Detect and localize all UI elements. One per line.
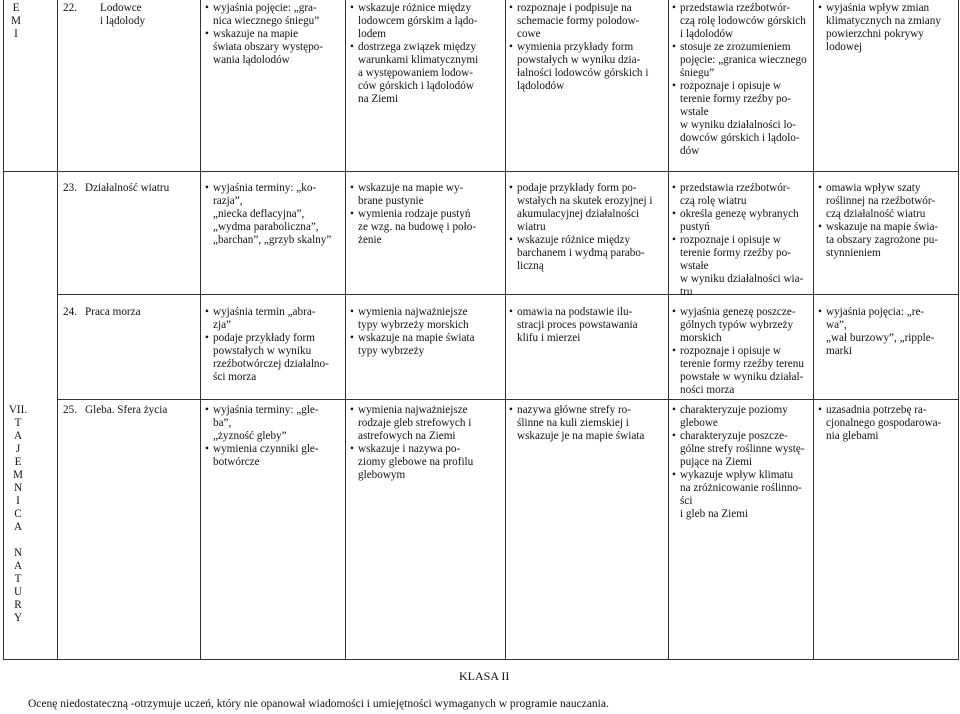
- table-border-right: [958, 0, 959, 660]
- requirement-continuation: „żyzność gleby”: [213, 430, 287, 442]
- requirement-continuation: cjonalnego gospodarowa-: [826, 417, 942, 429]
- requirement-continuation: wstałe: [680, 106, 709, 118]
- requirement-item: • wykazuje wpływ klimatu: [672, 469, 805, 482]
- requirement-continuation: astrefowych na Ziemi: [358, 430, 456, 442]
- requirement-continuation: terenie formy rzeźby terenu: [680, 358, 804, 370]
- requirement-continuation: i lądolodów: [680, 28, 734, 40]
- section-letter: A: [13, 560, 23, 572]
- requirement-continuation: wskazuje je na mapie świata: [517, 430, 645, 442]
- table-col-divider: [57, 0, 58, 660]
- requirements-grade-4: [509, 306, 638, 345]
- table-col-divider: [668, 0, 669, 660]
- lesson-number: 22.: [63, 2, 77, 14]
- requirement-item: • rozpoznaje i opisuje w: [672, 80, 807, 93]
- requirement-continuation: lądolodów: [517, 80, 565, 92]
- requirement-item: • rozpoznaje i opisuje w: [672, 345, 804, 358]
- grading-note: Ocenę niedostateczną -otrzymuje uczeń, który nie opanował wiadomości i umiejętności wymaganych w programie nauczania.: [28, 698, 609, 710]
- requirement-continuation: tru: [680, 286, 693, 298]
- requirements-grade-3: [350, 182, 476, 247]
- requirement-item: • dostrzega związek między: [350, 41, 478, 54]
- requirement-continuation: morskich: [680, 332, 722, 344]
- requirement-continuation: czą działalność wiatru: [826, 208, 926, 220]
- requirement-continuation: dowców górskich i lądolo-: [680, 132, 800, 144]
- lesson-topic: [85, 182, 169, 195]
- requirement-continuation: schemacie formy polodow-: [517, 15, 640, 27]
- section-letter: T: [14, 417, 22, 429]
- section-label-top: [8, 2, 24, 41]
- requirement-continuation: pustyń: [680, 221, 710, 233]
- requirement-continuation: roślinnej na rzeźbotwór-: [826, 195, 936, 207]
- requirement-continuation: gólne strefy roślinne wystę-: [680, 443, 805, 455]
- requirement-continuation: terenie formy rzeźby po-: [680, 93, 791, 105]
- requirement-continuation: powstałych w wyniku dzia-: [517, 54, 641, 66]
- requirement-item: • charakteryzuje poszcze-: [672, 430, 805, 443]
- requirement-item: • wyjaśnia wpływ zmian: [818, 2, 941, 15]
- requirement-continuation: lodowcem górskim a lądo-: [358, 15, 478, 27]
- requirement-continuation: pojęcie: „granica wiecznego: [680, 54, 807, 66]
- topic-line: Lodowce: [100, 2, 142, 14]
- requirement-continuation: marki: [826, 345, 853, 357]
- requirements-grade-6: [818, 2, 941, 54]
- lesson-number: 24.: [63, 306, 77, 318]
- requirement-continuation: wiatru: [517, 221, 546, 233]
- requirement-continuation: barchanem i wydmą parabo-: [517, 247, 645, 259]
- requirement-item: • wyjaśnia pojęcie: „gra-: [205, 2, 323, 15]
- requirement-continuation: klimatycznych na zmiany: [826, 15, 941, 27]
- section-letter: VII.: [8, 404, 28, 416]
- requirement-continuation: „wydma paraboliczna”,: [213, 221, 319, 233]
- requirement-continuation: powierzchni pokrywy: [826, 28, 924, 40]
- requirement-continuation: ziomy glebowe na profilu: [358, 456, 474, 468]
- topic-line: Działalność wiatru: [85, 182, 170, 194]
- lesson-topic: [100, 2, 145, 28]
- requirement-continuation: rzeźbotwórczej działalno-: [213, 358, 329, 370]
- table-col-divider: [200, 0, 201, 660]
- requirement-continuation: powstałych w wyniku: [213, 345, 312, 357]
- requirement-item: • uzasadnia potrzebę ra-: [818, 404, 941, 417]
- requirement-continuation: w wyniku działalności wia-: [680, 273, 804, 285]
- requirement-continuation: lodowej: [826, 41, 863, 53]
- requirements-grade-4: [509, 404, 644, 443]
- requirement-continuation: nia glebami: [826, 430, 879, 442]
- requirements-grade-6: [818, 182, 938, 260]
- topic-line: Gleba. Sfera życia: [85, 404, 168, 416]
- requirement-continuation: lodem: [358, 28, 386, 40]
- requirement-item: • wymienia przykłady form: [509, 41, 648, 54]
- requirements-grade-5: [672, 404, 805, 521]
- requirement-item: • podaje przykłady form: [205, 332, 329, 345]
- requirement-continuation: łalności lodowców górskich i: [517, 67, 649, 79]
- requirement-item: • określa genezę wybranych: [672, 208, 803, 221]
- requirement-continuation: glebowym: [358, 469, 406, 481]
- requirements-grade-3: [350, 404, 473, 482]
- requirement-continuation: ze wzg. na budowę i poło-: [358, 221, 477, 233]
- requirement-continuation: stracji proces powstawania: [517, 319, 638, 331]
- requirement-item: • omawia wpływ szaty: [818, 182, 938, 195]
- lesson-number: 23.: [63, 182, 77, 194]
- class-label: KLASA II: [459, 669, 510, 683]
- requirement-item: • wskazuje na mapie: [205, 28, 323, 41]
- requirement-item: • podaje przykłady form po-: [509, 182, 652, 195]
- requirement-continuation: a występowaniem lodow-: [358, 67, 473, 79]
- requirement-item: • wskazuje na mapie świa-: [818, 221, 938, 234]
- requirements-grade-2: [205, 404, 319, 469]
- requirements-grade-4: [509, 182, 652, 273]
- requirement-continuation: stynnieniem: [826, 247, 881, 259]
- requirement-continuation: czą rolę lodowców górskich: [680, 15, 806, 27]
- requirement-continuation: wstałe: [680, 260, 709, 272]
- requirement-continuation: typy wybrzeży: [358, 345, 425, 357]
- requirement-item: • nazywa główne strefy ro-: [509, 404, 644, 417]
- section-letter: R: [14, 599, 22, 611]
- requirements-grade-4: [509, 2, 648, 93]
- section-letter: M: [11, 15, 21, 27]
- requirement-continuation: typy wybrzeży morskich: [358, 319, 469, 331]
- requirement-continuation: ści morza: [213, 371, 257, 383]
- requirement-continuation: ba”,: [213, 417, 232, 429]
- requirement-continuation: na Ziemi: [358, 93, 399, 105]
- requirements-grade-6: [818, 306, 934, 358]
- requirement-continuation: liczną: [517, 260, 544, 272]
- requirement-continuation: cowe: [517, 28, 541, 40]
- requirement-continuation: czą rolę wiatru: [680, 195, 747, 207]
- section-letter: E: [14, 456, 22, 468]
- section-letter: J: [15, 443, 21, 455]
- requirement-continuation: nica wiecznego śniegu”: [213, 15, 320, 27]
- section-letter: E: [12, 2, 20, 14]
- requirements-grade-5: [672, 306, 804, 397]
- requirement-item: • wskazuje na mapie wy-: [350, 182, 476, 195]
- requirements-grade-2: [205, 306, 329, 384]
- section-letter: [6, 534, 30, 547]
- requirement-item: • rozpoznaje i podpisuje na: [509, 2, 648, 15]
- requirement-continuation: glebowe: [680, 417, 718, 429]
- section-letter: T: [14, 573, 22, 585]
- section-letter: I: [14, 28, 18, 40]
- table-border-left: [3, 0, 4, 660]
- requirement-item: • omawia na podstawie ilu-: [509, 306, 638, 319]
- requirement-item: • wskazuje i nazywa po-: [350, 443, 473, 456]
- requirement-item: • wyjaśnia genezę poszcze-: [672, 306, 804, 319]
- requirement-continuation: botwórcze: [213, 456, 260, 468]
- requirement-item: • wyjaśnia terminy: „gle-: [205, 404, 319, 417]
- requirement-continuation: brane pustynie: [358, 195, 424, 207]
- lesson-topic: [85, 306, 141, 319]
- row-divider: [3, 171, 958, 172]
- requirement-item: • wskazuje na mapie świata: [350, 332, 475, 345]
- table-col-divider: [505, 0, 506, 660]
- requirement-continuation: ności morza: [680, 384, 735, 396]
- requirement-continuation: powstałe w wyniku działal-: [680, 371, 804, 383]
- requirement-item: • przedstawia rzeźbotwór-: [672, 2, 807, 15]
- requirements-grade-3: [350, 2, 478, 106]
- requirement-item: • stosuje ze zrozumieniem: [672, 41, 807, 54]
- requirement-continuation: pujące na Ziemi: [680, 456, 753, 468]
- section-letter: A: [13, 430, 23, 442]
- requirement-continuation: w wyniku działalności lo-: [680, 119, 796, 131]
- section-letter: C: [14, 508, 22, 520]
- requirement-continuation: i gleb na Ziemi: [680, 508, 749, 520]
- requirement-item: • charakteryzuje poziomy: [672, 404, 805, 417]
- requirement-continuation: dów: [680, 145, 700, 157]
- requirements-grade-2: [205, 182, 331, 247]
- requirements-grade-5: [672, 182, 803, 299]
- requirements-grade-3: [350, 306, 475, 358]
- table-border-bottom: [3, 659, 958, 660]
- requirement-continuation: terenie formy rzeźby po-: [680, 247, 791, 259]
- requirement-continuation: zja”: [213, 319, 232, 331]
- section-letter: N: [13, 482, 23, 494]
- requirement-item: • wskazuje różnice między: [509, 234, 652, 247]
- section-letter: Y: [13, 612, 23, 624]
- requirement-item: • rozpoznaje i opisuje w: [672, 234, 803, 247]
- requirement-item: • wskazuje różnice między: [350, 2, 478, 15]
- section-letter: I: [16, 495, 20, 507]
- lesson-topic: [85, 404, 167, 417]
- requirement-continuation: gólnych typów wybrzeży: [680, 319, 794, 331]
- requirement-item: • wyjaśnia termin „abra-: [205, 306, 329, 319]
- table-col-divider: [813, 0, 814, 660]
- requirement-continuation: wstałych na skutek erozyjnej i: [517, 195, 653, 207]
- requirement-item: • wyjaśnia pojęcia: „re-: [818, 306, 934, 319]
- requirement-continuation: „wał burzowy”, „ripple-: [826, 332, 935, 344]
- table-col-divider: [345, 0, 346, 660]
- requirement-continuation: wa”,: [826, 319, 847, 331]
- section-letter: U: [13, 586, 23, 598]
- requirement-continuation: klifu i mierzei: [517, 332, 581, 344]
- requirement-continuation: wania lądolodów: [213, 54, 290, 66]
- row-divider: [57, 294, 958, 295]
- row-divider: [57, 399, 958, 400]
- requirement-item: • wymienia najważniejsze: [350, 404, 473, 417]
- requirement-item: • przedstawia rzeźbotwór-: [672, 182, 803, 195]
- requirement-continuation: żenie: [358, 234, 382, 246]
- section-label-vii: [6, 404, 30, 625]
- requirement-continuation: warunkami klimatycznymi: [358, 54, 479, 66]
- requirement-continuation: śniegu”: [680, 67, 715, 79]
- requirement-continuation: ta obszary zagrożone pu-: [826, 234, 939, 246]
- requirement-item: • wymienia najważniejsze: [350, 306, 475, 319]
- lesson-number: 25.: [63, 404, 77, 416]
- requirements-grade-2: [205, 2, 323, 67]
- requirements-grade-5: [672, 2, 807, 158]
- requirements-grade-6: [818, 404, 941, 443]
- requirement-continuation: na zróżnicowanie roślinno-: [680, 482, 802, 494]
- requirement-item: • wymienia czynniki gle-: [205, 443, 319, 456]
- requirement-continuation: ców górskich i lądolodów: [358, 80, 474, 92]
- requirement-continuation: ści: [680, 495, 693, 507]
- requirement-continuation: rodzaje gleb strefowych i: [358, 417, 472, 429]
- requirement-continuation: świata obszary występo-: [213, 41, 323, 53]
- requirement-continuation: ślinne na kuli ziemskiej i: [517, 417, 629, 429]
- requirement-item: • wymienia rodzaje pustyń: [350, 208, 476, 221]
- section-letter: A: [13, 521, 23, 533]
- topic-line: Praca morza: [85, 306, 141, 318]
- requirement-continuation: akumulacyjnej działalności: [517, 208, 640, 220]
- requirement-continuation: „barchan”, „grzyb skalny”: [213, 234, 332, 246]
- topic-line: i lądolody: [100, 15, 146, 27]
- requirement-continuation: „niecka deflacyjna”,: [213, 208, 305, 220]
- requirement-item: • wyjaśnia terminy: „ko-: [205, 182, 331, 195]
- requirement-continuation: razja”,: [213, 195, 243, 207]
- section-letter: M: [13, 469, 23, 481]
- section-letter: N: [13, 547, 23, 559]
